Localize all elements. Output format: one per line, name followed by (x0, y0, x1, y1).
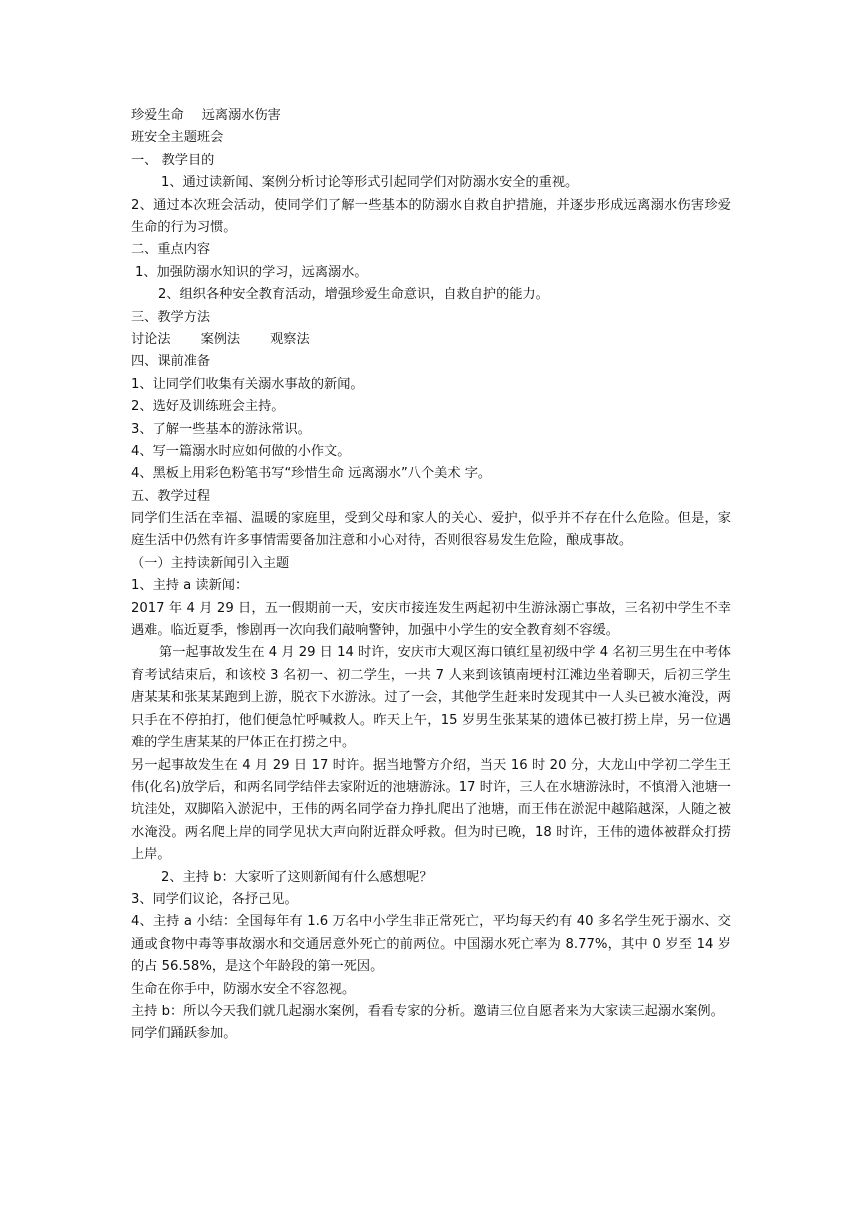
section3-heading: 三、教学方法 (131, 309, 211, 325)
section2-item1: 1、加强防溺水知识的学习，远离溺水。 (135, 264, 368, 280)
document-subtitle: 班安全主题班会 (131, 130, 224, 146)
section2-item2: 2、组织各种安全教育活动，增强珍爱生命意识，自救自护的能力。 (158, 287, 549, 303)
host-b-question: 2、主持 b：大家听了这则新闻有什么感想呢？ (161, 869, 433, 885)
subsection1-heading: （一）主持读新闻引入主题 (131, 555, 290, 571)
section1-heading: 一、 教学目的 (131, 152, 215, 168)
title-part2: 远离溺水伤害 (201, 108, 281, 123)
method-discussion: 讨论法 (131, 331, 171, 347)
method-observation: 观察法 (270, 331, 310, 347)
news-paragraph-1: 2017 年 4 月 29 日，五一假期前一天，安庆市接连发生两起初中生游泳溺亡事故，三名初中学生不幸遇难。临近夏季，惨剧再一次向我们敲响警钟，加强中小学生的安全教育刻不容缓。 (131, 600, 731, 639)
section5-heading: 五、教学过程 (131, 488, 211, 504)
section4-heading: 四、课前准备 (131, 354, 211, 370)
news-paragraph-2: 第一起事故发生在 4 月 29 日 14 时许，安庆市大观区海口镇红星初级中学 4 名初三男生在中考体育考试结束后，和该校 3 名初一、初二学生，一共 7 人来到该镇南埂村江滩边坐着聊天，后初三学生唐某某和张某某跑到上游，脱衣下水游泳。过了一会，其他学生赶来时发现其中一人头已被水淹没，两只手在不停拍打，他们便急忙呼喊救人。昨天上午，15 岁男生张某某的遗体已被打捞上岸，另一位遇难的学生唐某某的尸体正在打捞之中。 (131, 645, 731, 751)
method-case: 案例法 (200, 331, 241, 347)
life-in-your-hands: 生命在你手中，防溺水安全不容忽视。 (131, 981, 356, 997)
students-discuss: 3、同学们议论，各抒己见。 (131, 891, 298, 907)
section4-item: 1、让同学们收集有关溺水事故的新闻。 (131, 376, 364, 392)
news-paragraph-3: 另一起事故发生在 4 月 29 日 17 时许。据当地警方介绍，当天 16 时 20 分，大龙山中学初二学生王伟(化名)放学后，和两名同学结伴去家附近的池塘游泳。17 时许，三人在水塘游泳时，不慎滑入池塘一坑洼处，双脚陷入淤泥中，王伟的两名同学奋力挣扎爬出了池塘，而王伟在淤泥中越陷越深，人随之被水淹没。两名爬上岸的同学见状大声向附近群众呼救。但为时已晚，18 时许，王伟的遗体被群众打捞上岸。 (131, 757, 731, 863)
section4-item: 4、黑板上用彩色粉笔书写“珍惜生命 远离溺水”八个美术 字。 (131, 466, 492, 482)
section4-item: 4、写一篇溺水时应如何做的小作文。 (131, 443, 351, 459)
document-page (131, 105, 731, 1046)
section5-intro: 同学们生活在幸福、温暖的家庭里，受到父母和家人的关心、爱护，似乎并不存在什么危险。但是，家庭生活中仍然有许多事情需要备加注意和小心对待，否则很容易发生危险，酿成事故。 (131, 511, 731, 549)
section2-heading: 二、重点内容 (131, 242, 211, 258)
section4-item: 2、选好及训练班会主持。 (131, 399, 285, 415)
document-title (131, 105, 731, 127)
host-a-summary: 4、主持 a 小结：全国每年有 1.6 万名中小学生非正常死亡，平均每天约有 40 多名学生死于溺水、交通或食物中毒等事故溺水和交通居意外死亡的前两位。中国溺水死亡率为 8.77%，其中 0 岁至 14 岁的占 56.58%，是这个年龄段的第一死因。 (131, 914, 731, 975)
students-join: 同学们踊跃参加。 (131, 1026, 237, 1042)
section4-item: 3、了解一些基本的游泳常识。 (131, 421, 311, 437)
host-a-reads-news: 1、主持 a 读新闻： (131, 578, 249, 594)
section3-methods (131, 329, 731, 351)
title-part1: 珍爱生命 (131, 108, 184, 123)
section1-item2: 2、通过本次班会活动，使同学们了解一些基本的防溺水自救自护措施，并逐步形成远离溺水伤害珍爱生命的行为习惯。 (131, 197, 731, 235)
host-b-cases: 主持 b：所以今天我们就几起溺水案例，看看专家的分析。邀请三位自愿者来为大家读三起溺水案例。 (131, 1003, 724, 1019)
section1-item1: 1、通过读新闻、案例分析讨论等形式引起同学们对防溺水安全的重视。 (161, 175, 579, 191)
